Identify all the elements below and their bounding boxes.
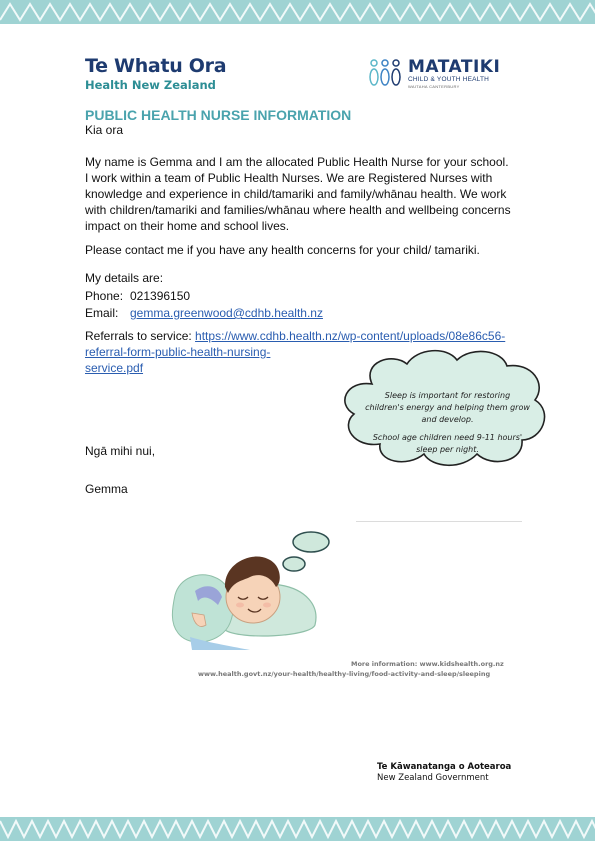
- more-info-line1: More information: www.kidshealth.org.nz: [351, 660, 504, 668]
- phone-row: [85, 288, 190, 304]
- nz-government-logo: [377, 762, 511, 784]
- referral-link-line2: referral-form-public-health-nursing-: [85, 345, 271, 359]
- email-row: [85, 305, 323, 321]
- email-link[interactable]: gemma.greenwood@cdhb.health.nz: [130, 306, 323, 320]
- referral-link-line3: service.pdf: [85, 361, 144, 375]
- divider-line: [356, 521, 522, 522]
- org-name: Te Whatu Ora: [85, 55, 227, 77]
- partner-subtitle: CHILD & YOUTH HEALTH: [408, 76, 490, 83]
- gov-name-english: New Zealand Government: [377, 773, 489, 783]
- more-info-line2: www.health.govt.nz/your-health/healthy-living/food-activity-and-sleep/sleeping: [198, 670, 491, 678]
- org-subtitle: Health New Zealand: [85, 78, 216, 92]
- signoff: Ngā mihi nui,: [85, 444, 156, 458]
- te-whatu-ora-logo: [85, 55, 226, 92]
- phone-label: Phone:: [85, 289, 124, 303]
- greeting: Kia ora: [85, 123, 124, 137]
- matatiki-logo: [368, 55, 518, 91]
- referral-label: Referrals to service:: [85, 329, 192, 343]
- intro-paragraph: My name is Gemma and I am the allocated Public Health Nurse for your school. I work within a team of Public Health Nurses. We are Registered Nurses with knowledge and experience in child/tamariki and family/whānau health. We work with children/tamariki and families/whānau where health and wellbeing concerns impact on their home and school lives.: [85, 155, 511, 233]
- sleep-message-line1: Sleep is important for restoring children's energy and helping them grow and develop.: [365, 391, 530, 424]
- phone-value: 021396150: [130, 289, 191, 303]
- people-icon: [368, 57, 404, 89]
- partner-name: MATATIKI: [408, 57, 501, 77]
- sleep-message-line2: School age children need 9-11 hours' sleep per night.: [372, 433, 523, 454]
- referral-link-line1: https://www.cdhb.health.nz/wp-content/uploads/08e86c56-: [195, 329, 506, 343]
- signature-name: Gemma: [85, 482, 128, 496]
- bottom-pattern-band: [0, 817, 595, 841]
- contact-paragraph: Please contact me if you have any health concerns for your child/ tamariki.: [85, 243, 480, 257]
- top-pattern-band: [0, 0, 595, 24]
- sleep-message: [365, 390, 530, 462]
- gov-name-maori: Te Kāwanatanga o Aotearoa: [377, 762, 512, 772]
- partner-region: WAITAHA CANTERBURY: [408, 84, 460, 89]
- email-label: Email:: [85, 306, 119, 320]
- page-heading: PUBLIC HEALTH NURSE INFORMATION: [85, 107, 352, 123]
- sleeping-child-illustration: [170, 525, 360, 655]
- details-label: My details are:: [85, 271, 164, 285]
